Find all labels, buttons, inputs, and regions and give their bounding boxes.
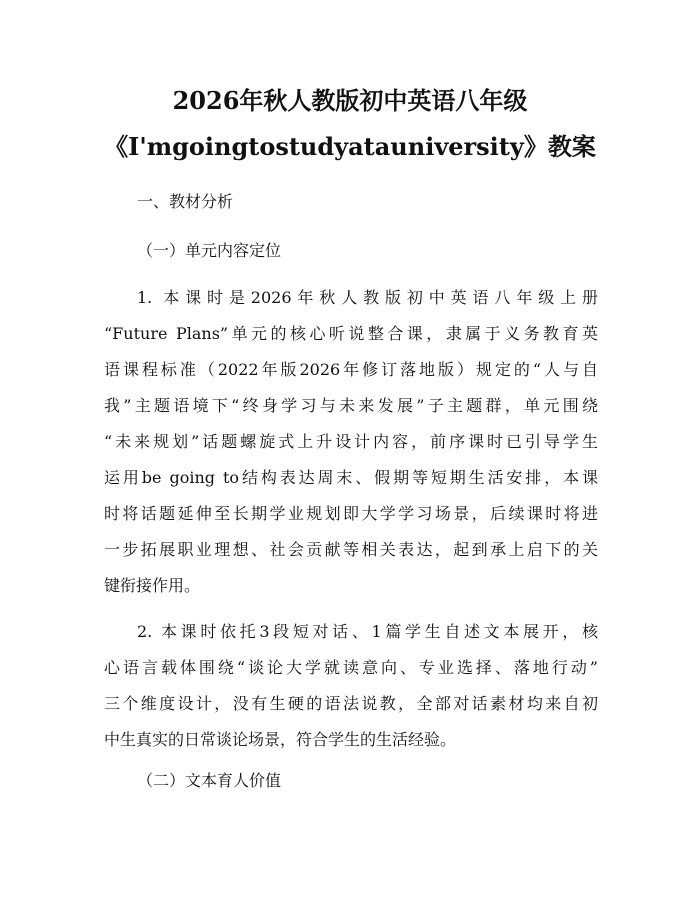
- paragraph-line: 我”主题语境下“终身学习与未来发展”子主题群，单元围绕: [104, 396, 598, 415]
- section-heading-textbook-analysis: 一、教材分析: [137, 192, 234, 211]
- paragraph-line: 语课程标准（2022年版2026年修订落地版）规定的“人与自: [104, 360, 598, 379]
- paragraph-line: 1. 本课时是2026年秋人教版初中英语八年级上册: [137, 288, 598, 307]
- paragraph-line: 心语言载体围绕“谈论大学就读意向、专业选择、落地行动”: [104, 658, 598, 677]
- document-title-line-1: 2026年秋人教版初中英语八年级: [172, 86, 528, 115]
- paragraph-line: 运用be going to结构表达周末、假期等短期生活安排，本课: [104, 468, 598, 487]
- paragraph-line: 键衔接作用。: [104, 576, 201, 595]
- paragraph-line: 三个维度设计，没有生硬的语法说教，全部对话素材均来自初: [104, 694, 598, 713]
- paragraph-line: 时将话题延伸至长期学业规划即大学学习场景，后续课时将进: [104, 504, 598, 523]
- paragraph-line: “Future Plans”单元的核心听说整合课，隶属于义务教育英: [104, 324, 598, 343]
- paragraph-1: [104, 280, 598, 604]
- paragraph-2: [104, 614, 598, 758]
- paragraph-line: 2. 本课时依托3段短对话、1篇学生自述文本展开，核: [137, 622, 598, 641]
- paragraph-line: 中生真实的日常谈论场景，符合学生的生活经验。: [104, 730, 457, 749]
- document-title-line-2: 《I'mgoingtostudyatauniversity》教案: [104, 132, 596, 161]
- paragraph-line: “未来规划”话题螺旋式上升设计内容，前序课时已引导学生: [104, 432, 598, 451]
- paragraph-line: 一步拓展职业理想、社会贡献等相关表达，起到承上启下的关: [104, 540, 598, 559]
- subsection-heading-educational-value: （二）文本育人价值: [137, 771, 282, 790]
- subsection-heading-unit-positioning: （一）单元内容定位: [137, 241, 282, 260]
